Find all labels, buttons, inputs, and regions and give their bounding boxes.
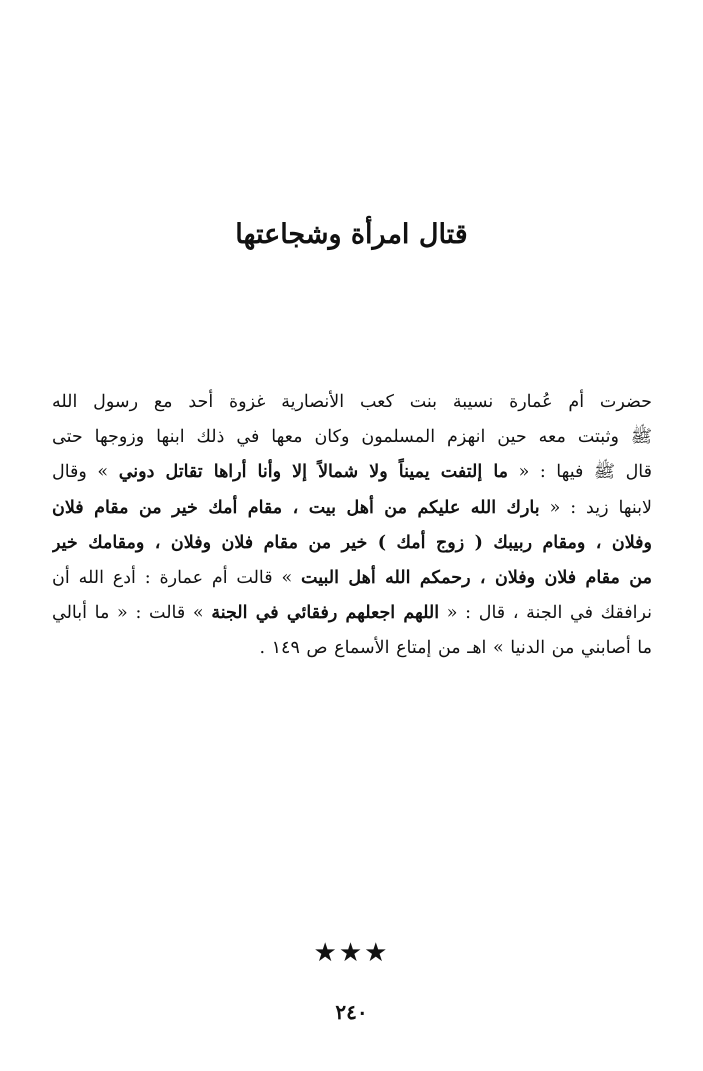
text-line [52, 455, 652, 490]
text-segment: نرافقك في الجنة ، قال : « [439, 603, 652, 624]
quote-bold-segment: ما إلتفت يميناً ولا شمالاً إلا وأنا أراها تقاتل دوني [118, 462, 509, 483]
main-paragraph [52, 385, 652, 667]
text-segment: حضرت أم عُمارة نسيبة بنت كعب الأنصارية غزوة أحد مع رسول الله [52, 392, 652, 412]
text-segment: لابنها زيد : « [539, 497, 652, 518]
text-line [52, 385, 652, 420]
text-segment: » وقال [52, 462, 119, 483]
text-line [52, 631, 652, 666]
text-line [52, 526, 652, 561]
page-number: ٢٤٠ [335, 1000, 368, 1024]
text-segment: ﷺ وثبتت معه حين انهزم المسلمون وكان معها في ذلك ابنها وزوجها حتى [52, 427, 652, 448]
text-segment: » قالت أم عمارة : أدع الله أن [52, 568, 302, 589]
quote-bold-segment: من مقام فلان وفلان ، رحمكم الله أهل البيت [301, 568, 652, 589]
quote-bold-segment: بارك الله عليكم من أهل بيت ، مقام أمك خير من مقام فلان [52, 497, 540, 518]
section-separator-stars: ★★★ [313, 938, 390, 968]
quote-bold-segment: وفلان ، ومقام ربيبك ( زوج أمك ) خير من مقام فلان وفلان ، ومقامك خير [52, 532, 652, 553]
text-line [52, 491, 652, 526]
text-segment: » قالت : « ما أبالي [52, 603, 212, 624]
chapter-title: قتال امرأة وشجاعتها [235, 219, 468, 250]
text-line [52, 420, 652, 455]
text-segment: ما أصابني من الدنيا » اهـ من إمتاع الأسماع ص ١٤٩ . [259, 638, 652, 659]
text-segment: قال ﷺ فيها : « [508, 462, 652, 483]
quote-bold-segment: اللهم اجعلهم رفقائي في الجنة [211, 603, 440, 624]
text-line [52, 561, 652, 596]
text-line [52, 596, 652, 631]
